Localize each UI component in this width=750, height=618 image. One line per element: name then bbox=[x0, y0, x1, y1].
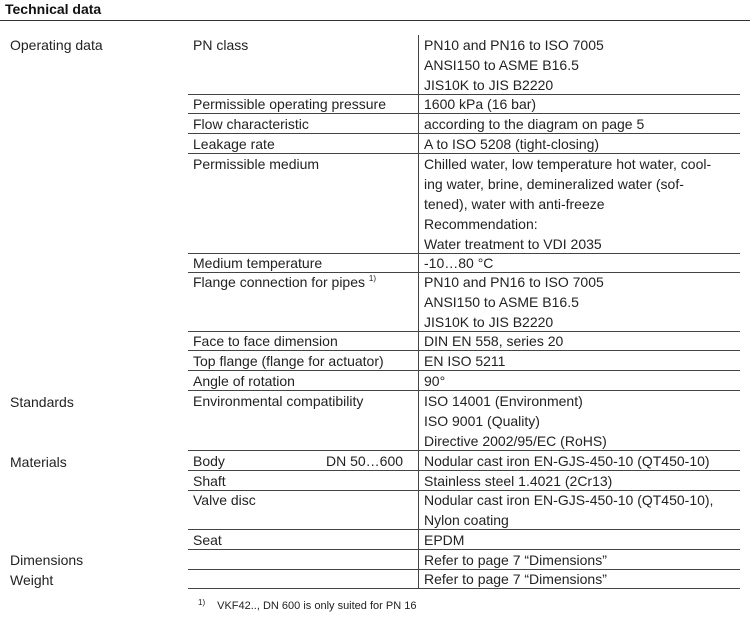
value-line: ing water, brine, demineralized water (sof- bbox=[424, 176, 684, 192]
row-label bbox=[193, 331, 418, 351]
table-row bbox=[188, 154, 740, 254]
value-line: according to the diagram on page 5 bbox=[424, 116, 645, 132]
row-label bbox=[193, 154, 418, 174]
value-line: 90° bbox=[424, 373, 446, 389]
column-divider bbox=[418, 530, 419, 549]
row-label bbox=[193, 391, 418, 411]
column-divider bbox=[418, 154, 419, 253]
value-line: Nylon coating bbox=[424, 512, 509, 528]
row-label-text: Leakage rate bbox=[193, 136, 275, 152]
footnote-marker: 1) bbox=[198, 598, 206, 607]
row-value bbox=[424, 272, 740, 332]
row-label bbox=[193, 351, 418, 371]
value-line: JIS10K to JIS B2220 bbox=[424, 314, 554, 330]
value-line: ANSI150 to ASME B16.5 bbox=[424, 294, 579, 310]
table-row bbox=[188, 94, 740, 114]
row-label bbox=[193, 94, 418, 114]
value-line: -10…80 °C bbox=[424, 255, 494, 271]
value-line: EN ISO 5211 bbox=[424, 353, 506, 369]
table-row bbox=[188, 569, 740, 589]
row-value bbox=[424, 134, 740, 154]
row-value bbox=[424, 550, 740, 570]
table-row bbox=[188, 134, 740, 154]
column-divider bbox=[418, 253, 419, 272]
row-label-text: Angle of rotation bbox=[193, 373, 295, 389]
row-value bbox=[424, 253, 740, 273]
row-label-text: Top flange (flange for actuator) bbox=[193, 353, 384, 369]
table-row bbox=[188, 253, 740, 273]
row-label bbox=[193, 471, 418, 491]
value-line: PN10 and PN16 to ISO 7005 bbox=[424, 274, 604, 290]
row-sublabel: DN 50…600 bbox=[326, 453, 404, 469]
row-label-text: Environmental compatibility bbox=[193, 393, 364, 409]
group-dimensions: Dimensions bbox=[10, 552, 84, 568]
row-label-text: Seat bbox=[193, 532, 222, 548]
value-line: Refer to page 7 “Dimensions” bbox=[424, 552, 607, 568]
row-value bbox=[424, 391, 740, 451]
row-value bbox=[424, 371, 740, 391]
column-divider bbox=[418, 371, 419, 390]
value-line: 1600 kPa (16 bar) bbox=[424, 96, 537, 112]
footnote-reference: 1) bbox=[368, 274, 377, 283]
value-line: DIN EN 558, series 20 bbox=[424, 333, 564, 349]
column-divider bbox=[418, 550, 419, 569]
value-line: Refer to page 7 “Dimensions” bbox=[424, 571, 607, 587]
column-divider bbox=[418, 451, 419, 470]
value-line: ANSI150 to ASME B16.5 bbox=[424, 57, 579, 73]
column-divider bbox=[418, 351, 419, 370]
row-value bbox=[424, 490, 740, 530]
row-label bbox=[193, 134, 418, 154]
value-line: Nodular cast iron EN-GJS-450-10 (QT450-10), bbox=[424, 492, 714, 508]
table-row bbox=[188, 351, 740, 371]
group-standards: Standards bbox=[10, 394, 74, 410]
row-value bbox=[424, 530, 740, 550]
row-value bbox=[424, 471, 740, 491]
row-value bbox=[424, 35, 740, 95]
row-value bbox=[424, 114, 740, 134]
group-operating-data: Operating data bbox=[10, 37, 103, 53]
table-row bbox=[188, 35, 740, 95]
group-weight: Weight bbox=[10, 572, 54, 588]
table-row bbox=[188, 471, 740, 491]
column-divider bbox=[418, 391, 419, 450]
row-label-text: Body bbox=[193, 453, 225, 469]
group-materials: Materials bbox=[10, 454, 67, 470]
value-line: EPDM bbox=[424, 532, 465, 548]
row-label-text: Permissible medium bbox=[193, 156, 320, 172]
row-label bbox=[193, 253, 418, 273]
row-label bbox=[193, 35, 418, 55]
value-line: Directive 2002/95/EC (RoHS) bbox=[424, 433, 607, 449]
table-row bbox=[188, 490, 740, 530]
table-row bbox=[188, 331, 740, 351]
footnote bbox=[198, 596, 416, 613]
value-line: Chilled water, low temperature hot water, cool- bbox=[424, 156, 712, 172]
value-line: Stainless steel 1.4021 (2Cr13) bbox=[424, 473, 613, 489]
table-row bbox=[188, 391, 740, 451]
column-divider bbox=[418, 35, 419, 94]
value-line: ISO 9001 (Quality) bbox=[424, 413, 540, 429]
row-value bbox=[424, 154, 740, 254]
row-value bbox=[424, 569, 740, 589]
row-label bbox=[193, 114, 418, 134]
table-row bbox=[188, 272, 740, 332]
value-line: A to ISO 5208 (tight-closing) bbox=[424, 136, 600, 152]
column-divider bbox=[418, 471, 419, 490]
column-divider bbox=[418, 490, 419, 529]
table-row bbox=[188, 114, 740, 134]
value-line: Recommendation: bbox=[424, 216, 538, 232]
row-label bbox=[193, 272, 418, 292]
value-line: tened), water with anti-freeze bbox=[424, 196, 605, 212]
table-row bbox=[188, 550, 740, 570]
row-label-text: Valve disc bbox=[193, 492, 256, 508]
column-divider bbox=[418, 569, 419, 588]
title-divider bbox=[0, 20, 750, 21]
column-divider bbox=[418, 272, 419, 331]
row-value bbox=[424, 331, 740, 351]
row-value bbox=[424, 451, 740, 471]
row-label bbox=[193, 530, 418, 550]
table-row bbox=[188, 530, 740, 550]
table-row bbox=[188, 451, 740, 471]
row-label-text: Shaft bbox=[193, 473, 226, 489]
row-label-text: Flow characteristic bbox=[193, 116, 309, 132]
row-label-text: PN class bbox=[193, 37, 249, 53]
footnote-text: VKF42.., DN 600 is only suited for PN 16 bbox=[217, 600, 417, 612]
value-line: Nodular cast iron EN-GJS-450-10 (QT450-10) bbox=[424, 453, 710, 469]
value-line: Water treatment to VDI 2035 bbox=[424, 236, 602, 252]
value-line: PN10 and PN16 to ISO 7005 bbox=[424, 37, 604, 53]
column-divider bbox=[418, 114, 419, 133]
row-value bbox=[424, 94, 740, 114]
page-title: Technical data bbox=[5, 1, 102, 17]
row-label-text: Face to face dimension bbox=[193, 333, 338, 349]
value-line: ISO 14001 (Environment) bbox=[424, 393, 583, 409]
row-label bbox=[193, 371, 418, 391]
column-divider bbox=[418, 134, 419, 153]
row-label bbox=[193, 490, 418, 510]
row-value bbox=[424, 351, 740, 371]
table-row bbox=[188, 371, 740, 391]
row-label-text: Permissible operating pressure bbox=[193, 96, 386, 112]
column-divider bbox=[418, 94, 419, 113]
column-divider bbox=[418, 331, 419, 350]
value-line: JIS10K to JIS B2220 bbox=[424, 77, 554, 93]
row-label-text: Medium temperature bbox=[193, 255, 323, 271]
row-label-text: Flange connection for pipes bbox=[193, 274, 365, 290]
